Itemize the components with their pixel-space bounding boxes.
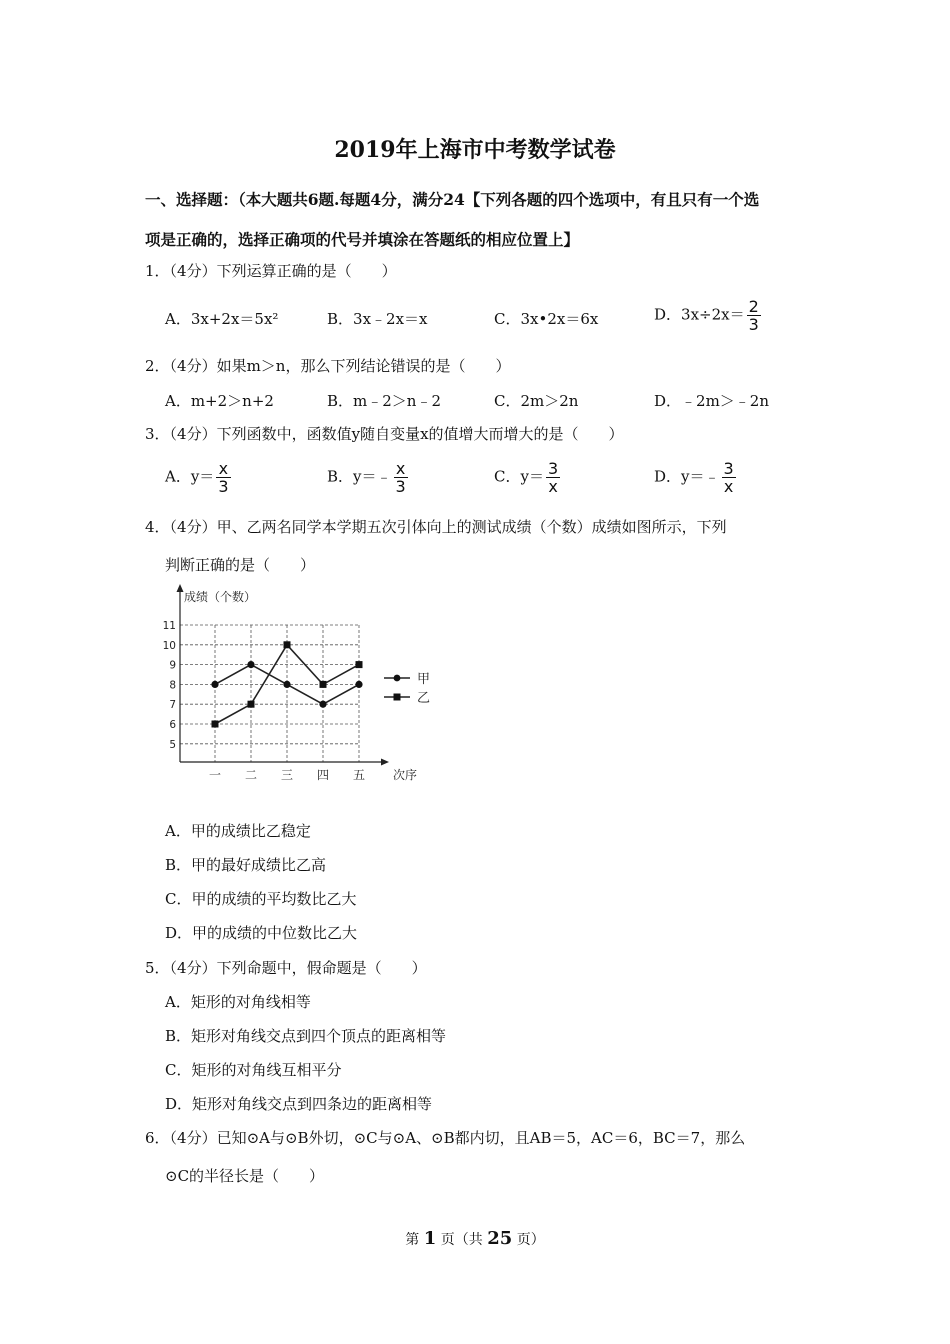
q4-option-d: D．甲的成绩的中位数比乙大 — [165, 924, 358, 942]
x-axis-label: 次序 — [392, 768, 418, 782]
q3-option-d-fraction — [722, 460, 736, 495]
series-point-2 — [248, 701, 255, 708]
footer-pre: 第 — [405, 1232, 420, 1248]
fraction-denominator: 3 — [218, 477, 229, 496]
series-point-1 — [355, 681, 362, 688]
footer-page-number: 1 — [423, 1228, 437, 1249]
q4-option-b: B．甲的最好成绩比乙高 — [165, 856, 327, 874]
q4-stem-line1: 4．（4分）甲、乙两名同学本学期五次引体向上的测试成绩（个数）成绩如图所示，下列 — [145, 518, 727, 536]
series-point-1 — [211, 681, 218, 688]
q4-option-c: C．甲的成绩的平均数比乙大 — [165, 890, 357, 908]
q2-option-a: A．m+2＞n+2 — [165, 392, 274, 410]
series-point-2 — [284, 641, 291, 648]
legend-label-2: 乙 — [417, 691, 431, 706]
q6-stem-line1: 6．（4分）已知⊙A与⊙B外切，⊙C与⊙A、⊙B都内切，且AB＝5，AC＝6，BC＝7，那么 — [145, 1129, 746, 1147]
q3-option-b — [327, 460, 408, 495]
series-point-1 — [319, 701, 326, 708]
q3-option-b-fraction — [394, 460, 408, 495]
q1-option-c: C．3x•2x＝6x — [494, 310, 599, 328]
page-footer — [0, 1228, 950, 1249]
series-point-2 — [356, 661, 363, 668]
q1-option-a: A．3x+2x＝5x² — [165, 310, 279, 328]
q1-option-d — [654, 298, 761, 333]
q5-option-c: C．矩形的对角线互相平分 — [165, 1061, 342, 1079]
q2-option-d: D．﹣2m＞﹣2n — [654, 392, 769, 410]
x-tick-label: 二 — [244, 768, 258, 782]
q3-option-d — [654, 460, 736, 495]
line-chart — [160, 582, 440, 792]
y-tick-label: 9 — [169, 659, 176, 672]
q5-stem: 5．（4分）下列命题中，假命题是（ ） — [145, 959, 427, 977]
fraction-numerator: 3 — [723, 459, 734, 478]
q3-option-b-prefix: B．y＝﹣ — [327, 467, 392, 486]
section-heading-line2: 项是正确的，选择正确项的代号并填涂在答题纸的相应位置上】 — [145, 230, 580, 249]
q3-option-c-prefix: C．y＝ — [494, 467, 544, 486]
x-tick-label: 五 — [352, 768, 366, 782]
fraction-denominator: 3 — [395, 477, 406, 496]
q1-option-b: B．3x﹣2x＝x — [327, 310, 428, 328]
fraction-numerator: 2 — [748, 297, 759, 316]
x-axis-arrow — [381, 759, 389, 766]
series-point-2 — [212, 721, 219, 728]
y-axis-label: 成绩（个数） — [184, 590, 257, 604]
y-axis-arrow — [177, 584, 184, 592]
fraction-denominator: x — [723, 477, 734, 496]
fraction-numerator: 3 — [547, 459, 559, 478]
y-tick-label: 7 — [169, 699, 176, 712]
q1-option-d-prefix: D．3x÷2x＝ — [654, 305, 745, 324]
q3-option-a-fraction — [216, 460, 230, 495]
fraction-numerator: x — [216, 460, 230, 478]
fraction-numerator: x — [394, 460, 408, 478]
legend-label-1: 甲 — [417, 672, 431, 687]
q5-option-b: B．矩形对角线交点到四个顶点的距离相等 — [165, 1027, 447, 1045]
q4-option-a: A．甲的成绩比乙稳定 — [165, 822, 311, 840]
legend-marker-2 — [394, 694, 401, 701]
q1-option-d-fraction — [747, 298, 761, 333]
q5-option-a: A．矩形的对角线相等 — [165, 993, 311, 1011]
q5-option-d: D．矩形对角线交点到四条边的距离相等 — [165, 1095, 433, 1113]
footer-total-pages: 25 — [487, 1228, 513, 1249]
page-title: 2019年上海市中考数学试卷 — [334, 137, 616, 163]
footer-mid: 页（共 — [440, 1232, 483, 1248]
q3-stem: 3．（4分）下列函数中，函数值y随自变量x的值增大而增大的是（ ） — [145, 425, 624, 443]
section-heading-line1: 一、选择题：（本大题共6题.每题4分，满分24【下列各题的四个选项中，有且只有一个选 — [145, 190, 760, 209]
q4-stem-line2: 判断正确的是（ ） — [165, 556, 316, 574]
q3-option-d-prefix: D．y＝﹣ — [654, 467, 720, 486]
fraction-denominator: x — [548, 477, 558, 496]
q2-option-b: B．m﹣2＞n﹣2 — [327, 392, 441, 410]
q3-option-a — [165, 460, 231, 495]
q2-option-c: C．2m＞2n — [494, 392, 579, 410]
series-point-1 — [283, 681, 290, 688]
y-tick-label: 11 — [162, 620, 176, 632]
x-tick-label: 四 — [316, 768, 330, 782]
series-point-1 — [247, 661, 254, 668]
fraction-denominator: 3 — [748, 315, 759, 334]
y-tick-label: 6 — [169, 719, 176, 731]
footer-post: 页） — [516, 1232, 545, 1248]
x-tick-label: 三 — [280, 768, 294, 782]
q3-option-a-prefix: A．y＝ — [165, 467, 215, 486]
q6-stem-line2: ⊙C的半径长是（ ） — [165, 1167, 325, 1185]
legend-marker-1 — [394, 675, 401, 682]
x-tick-label: 一 — [208, 768, 222, 782]
q3-option-c — [494, 460, 560, 495]
q3-option-c-fraction — [546, 460, 560, 495]
y-tick-label: 5 — [169, 738, 176, 751]
y-tick-label: 8 — [169, 679, 176, 692]
q1-stem: 1．（4分）下列运算正确的是（ ） — [145, 262, 397, 280]
series-point-2 — [320, 681, 327, 688]
q2-stem: 2．（4分）如果m＞n，那么下列结论错误的是（ ） — [145, 357, 511, 375]
y-tick-label: 10 — [162, 639, 176, 652]
